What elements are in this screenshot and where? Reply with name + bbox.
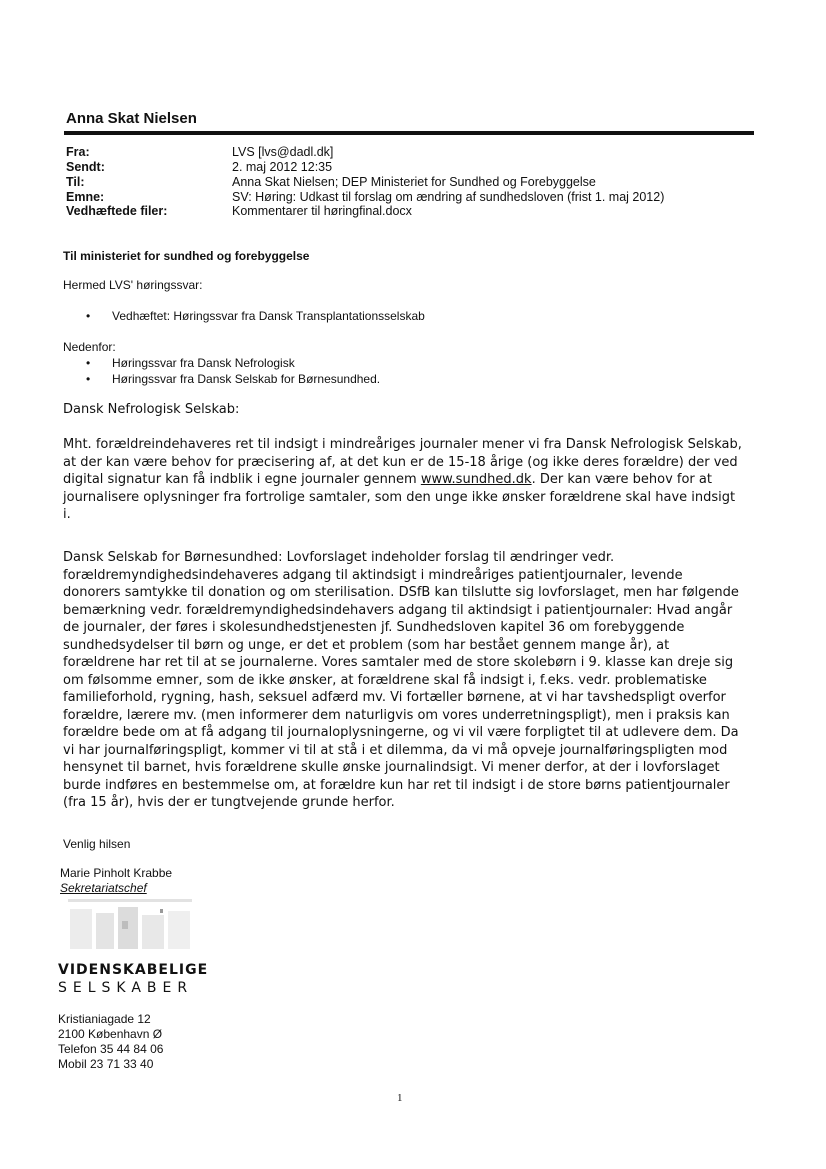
section-boernesundhed-text: Dansk Selskab for Børnesundhed: Lovforslaget indeholder forslag til ændringer vedr. forældremyndighedsindehaveres adgang til aktindsigt i mindreåriges patientjournaler, levende donorers samtykke til donation og om sterilisation. DSfB kan tilslutte sig lovforslaget, men har følgende bemærkning vedr. forældremyndighedsindehavers adgang til aktindsigt i patientjournaler: Hvad angår de journaler, der føres i skolesundhedstjenesten jf. Sundhedsloven kapitel 36 om forebyggende sundhedsydelser til børn og unge, er det et problem (som har bestået gennem mange år), at forældrene har ret til at se journalerne. Vores samtaler med de store skolebørn i 9. klasse kan dreje sig om følsomme emner, som de ikke ønsker, at forældrene skal få indsigt i, f.eks. vedr. problematiske familieforhold, rygning, hash, seksuel adfærd mv. Vi fortæller børnene, at vi har tavshedspligt overfor forældre, lærere mv. (men informerer dem naturligvis om vores underretningspligt), men i praksis kan forældre bede om at få adgang til journaloplysningerne, og vi vil være forpligtet til at udlevere dem. Da vi har journalføringspligt, kommer vi til at stå i et dilemma, da vi må opveje journalføringspligten mod hensynet til barnet, hvis forældrene skulle ønske journalindsigt. Vi mener derfor, at der i lovforslaget burde indføres en bestemmelse om, at forældre kun har ret til indsigt i de store børns patientjournaler (fra 15 år), hvis der er tungtvejende grunde herfor. [63,550,739,810]
intro-line: Hermed LVS' høringssvar: [63,278,203,292]
sender-name: Anna Skat Nielsen [66,110,197,127]
list-item-text: Høringssvar fra Dansk Nefrologisk [112,356,295,370]
to-label: Til: [66,175,85,189]
section-nefrologisk-text-b: . Der kan være behov for at journalisere oplysninger fra fortrolige samtaler, som den unge ikke ønsker forældrene skal have indsigt i. [63,472,736,522]
address-line: Mobil 23 71 33 40 [58,1057,154,1071]
bullet-icon: • [86,372,91,386]
header-divider [64,131,754,135]
section-nefrologisk-text [63,436,743,524]
attachments-label: Vedhæftede filer: [66,204,168,218]
bullet-icon: • [86,356,91,370]
from-label: Fra: [66,145,90,159]
signer-title: Sekretariatschef [60,881,147,895]
attachments-value: Kommentarer til høringfinal.docx [232,204,412,218]
org-name-line-1: VIDENSKABELIGE [58,962,209,978]
bullet-icon: • [86,309,91,323]
sent-value: 2. maj 2012 12:35 [232,160,333,174]
subject-value: SV: Høring: Udkast til forslag om ændring af sundhedsloven (frist 1. maj 2012) [232,190,665,204]
from-value: LVS [lvs@dadl.dk] [232,145,334,159]
sent-label: Sendt: [66,160,105,174]
address-line: Telefon 35 44 84 06 [58,1042,164,1056]
closing: Venlig hilsen [63,837,131,851]
below-label: Nedenfor: [63,340,116,354]
signer-name: Marie Pinholt Krabbe [60,866,173,880]
address-line: 2100 København Ø [58,1027,163,1041]
section-nefrologisk-text-a: Mht. forældreindehaveres ret til indsigt i mindreåriges journaler mener vi fra Dansk Nefrologisk Selskab, at der kan være behov for præcisering af, at det kun er de 15-18 årige (og ikke deres forældre) der ved digital signatur kan få indblik i egne journaler gennem [63,437,742,487]
body-heading: Til ministeriet for sundhed og forebyggelse [63,249,310,263]
page-number: 1 [397,1092,403,1104]
org-name-line-2: SELSKABER [58,980,194,996]
org-logo-image [60,895,200,957]
list-item-text: Høringssvar fra Dansk Selskab for Børnesundhed. [112,372,381,386]
section-title-nefrologisk: Dansk Nefrologisk Selskab: [63,402,240,417]
address-line: Kristianiagade 12 [58,1012,151,1026]
subject-label: Emne: [66,190,105,204]
sundhed-link[interactable]: www.sundhed.dk [420,472,532,487]
attachment-bullet-text: Vedhæftet: Høringssvar fra Dansk Transplantationsselskab [112,309,425,323]
to-value: Anna Skat Nielsen; DEP Ministeriet for Sundhed og Forebyggelse [232,175,596,189]
